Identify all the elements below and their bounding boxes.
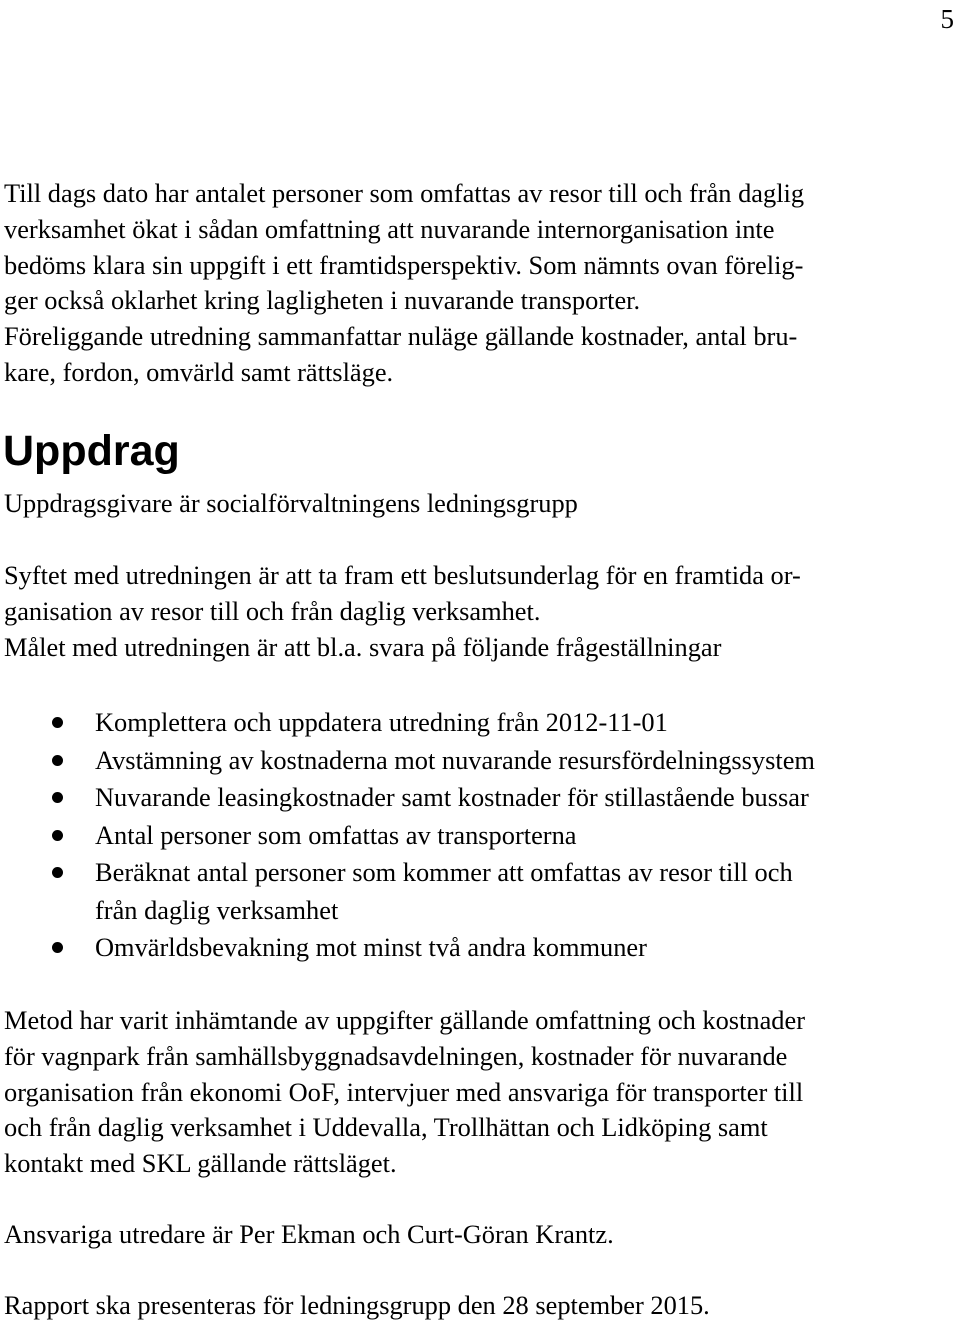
- list-item: [0, 779, 960, 817]
- intro-line: Föreliggande utredning sammanfattar nuläge gällande kostnader, antal bru-: [4, 321, 798, 352]
- list-item-text: Omvärldsbevakning mot minst två andra kommuner: [95, 932, 647, 962]
- method-line: för vagnpark från samhällsbyggnadsavdelningen, kostnader för nuvarande: [4, 1040, 788, 1071]
- purpose-line: Målet med utredningen är att bl.a. svara på följande frågeställningar: [4, 631, 722, 662]
- list-item: [0, 854, 960, 929]
- report-text: Rapport ska presenteras för ledningsgrupp den 28 september 2015.: [4, 1290, 710, 1320]
- list-item-text: från daglig verksamhet: [95, 894, 339, 925]
- bullet-icon: [52, 830, 63, 841]
- list-item-text: Antal personer som omfattas av transporterna: [95, 819, 577, 850]
- list-item: [0, 817, 960, 855]
- purpose-paragraph: [4, 558, 956, 665]
- commissioner-text: Uppdragsgivare är socialförvaltningens ledningsgrupp: [4, 488, 578, 518]
- bullet-icon: [52, 942, 63, 953]
- method-line: Metod har varit inhämtande av uppgifter gällande omfattning och kostnader: [4, 1005, 805, 1035]
- responsible-text: Ansvariga utredare är Per Ekman och Curt-Göran Krantz.: [4, 1219, 614, 1249]
- bullet-icon: [52, 792, 63, 803]
- intro-line: ger också oklarhet kring lagligheten i nuvarande transporter.: [4, 285, 641, 316]
- method-line: och från daglig verksamhet i Uddevalla, Trollhättan och Lidköping samt: [4, 1112, 768, 1143]
- list-item: [0, 929, 960, 967]
- intro-paragraph: [4, 176, 956, 391]
- method-paragraph: [4, 1003, 956, 1182]
- list-item-text: Nuvarande leasingkostnader samt kostnader för stillastående bussar: [95, 782, 809, 812]
- list-item-text: Beräknat antal personer som kommer att omfattas av resor till och: [95, 857, 793, 887]
- method-line: organisation från ekonomi OoF, intervjuer med ansvariga för transporter till: [4, 1076, 804, 1107]
- question-list: [0, 704, 960, 967]
- intro-line: bedöms klara sin uppgift i ett framtidsperspektiv. Som nämnts ovan förelig-: [4, 249, 804, 280]
- intro-line: kare, fordon, omvärld samt rättsläge.: [4, 356, 394, 387]
- list-item-text: Avstämning av kostnaderna mot nuvarande resursfördelningssystem: [95, 744, 815, 775]
- page-number: 5: [940, 4, 954, 34]
- list-item: [0, 704, 960, 742]
- intro-line: Till dags dato har antalet personer som omfattas av resor till och från daglig: [4, 178, 805, 208]
- purpose-line: Syftet med utredningen är att ta fram ett beslutsunderlag för en framtida or-: [4, 560, 801, 590]
- method-line: kontakt med SKL gällande rättsläget.: [4, 1148, 397, 1179]
- purpose-line: ganisation av resor till och från daglig verksamhet.: [4, 595, 541, 626]
- bullet-icon: [52, 867, 63, 878]
- intro-line: verksamhet ökat i sådan omfattning att nuvarande internorganisation inte: [4, 213, 775, 244]
- list-item: [0, 742, 960, 780]
- bullet-icon: [52, 755, 63, 766]
- list-item-text: Komplettera och uppdatera utredning från 2012-11-01: [95, 707, 668, 737]
- section-heading: Uppdrag: [3, 427, 180, 475]
- bullet-icon: [52, 717, 63, 728]
